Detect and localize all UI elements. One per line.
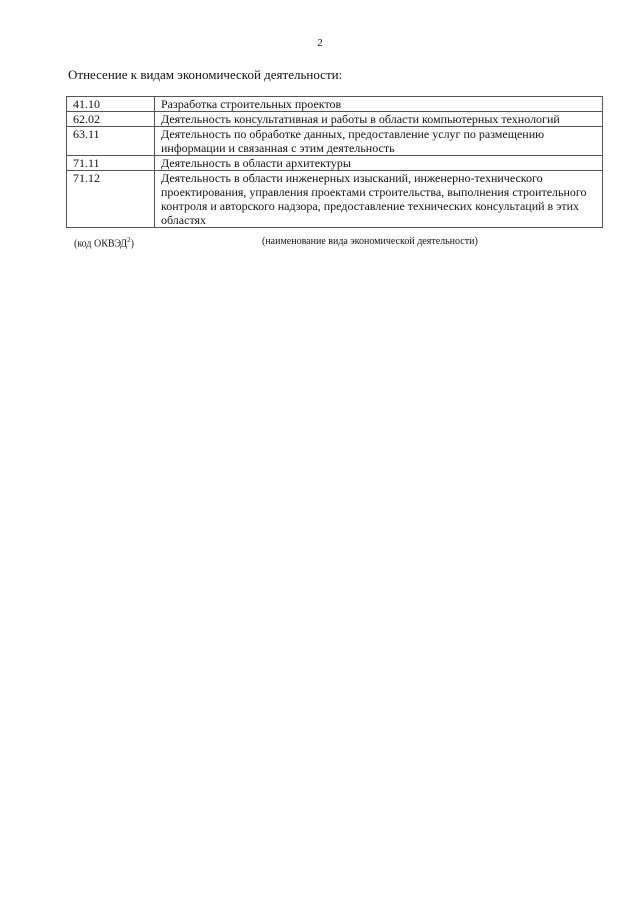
okved-code: 62.02 (67, 112, 155, 127)
okved-code: 63.11 (67, 127, 155, 156)
activity-name: Разработка строительных проектов (155, 97, 603, 112)
okved-table (66, 96, 603, 228)
table-row (67, 97, 603, 112)
activity-name: Деятельность в области архитектуры (155, 156, 603, 171)
table-row (67, 156, 603, 171)
activity-name: Деятельность консультативная и работы в области компьютерных технологий (155, 112, 603, 127)
activity-name: Деятельность в области инженерных изысканий, инженерно-технического проектирования, управления проектами строительства, выполнения строительного контроля и авторского надзора, предоставление технических консультаций в этих областях (155, 171, 603, 228)
footnote-marker: 2 (127, 236, 131, 244)
okved-code: 71.11 (67, 156, 155, 171)
name-caption: (наименование вида экономической деятельности) (262, 236, 478, 247)
okved-code: 71.12 (67, 171, 155, 228)
table-row (67, 112, 603, 127)
activity-name: Деятельность по обработке данных, предоставление услуг по размещению информации и связанная с этим деятельность (155, 127, 603, 156)
okved-code: 41.10 (67, 97, 155, 112)
table-row (67, 127, 603, 156)
code-caption-text: (код ОКВЭД (74, 238, 128, 250)
table-row (67, 171, 603, 228)
section-heading: Отнесение к видам экономической деятельности: (68, 67, 343, 82)
code-caption (74, 236, 134, 249)
code-caption-close: ) (130, 238, 134, 250)
page-number: 2 (317, 37, 323, 49)
